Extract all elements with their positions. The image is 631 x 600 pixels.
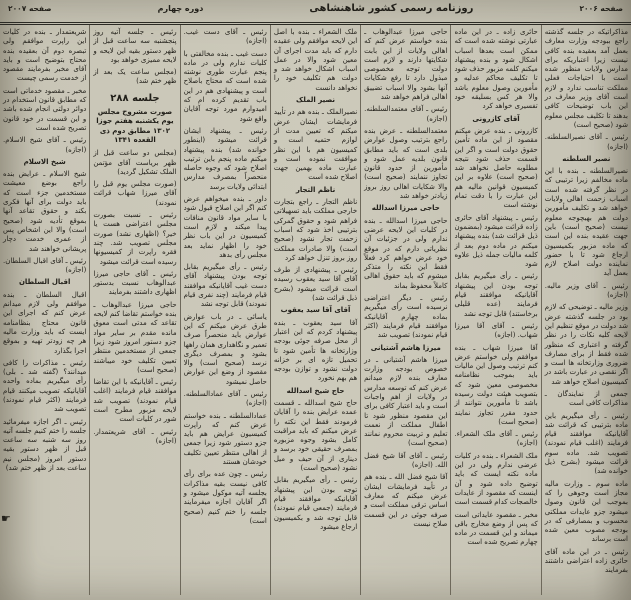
paragraph: رئیس ـ آقای عمادالسلطنه. (اجازه) <box>183 389 267 408</box>
paragraph: رئیس ـ رأی میگیریم بقابل توجه بودن این پیشنهاد آقایانیکه موافقند قیام فرمایند (جمعی قیام نمودند) قابل توجه شد و بکمیسیون ارجاع میشود <box>273 476 358 531</box>
text-column-2 <box>450 25 540 595</box>
paragraph: حاجی میرزا عبدالوهاب ـ بنده خواستم تقاضا کنم لایحه تقاعد که مدتی است معوق مانده مقدم بر سایر مواد جزو دستور امروز شود زیرا جمعی از مستخدمین منتظر تعیین تکلیف خود میباشند (صحیح است) <box>93 300 177 374</box>
text-column-6 <box>89 25 179 595</box>
paragraph: دست غیب ـ بنده مخالفتی با کلیات ندارم ولی در ماده پنجم عبارت طوری نوشته شده است که محتاج باصلاح است و پیشنهادی هم در این باب تقدیم کرده ام که امیدوارم مورد توجه آقایان واقع شود <box>183 49 267 123</box>
paragraph: (مجلس دو ساعت قبل از ظهر بریاست آقای مؤتمن الملک تشکیل گردید) <box>93 149 177 176</box>
paragraph: مخبر ـ مقصود خدماتی است که مطابق قانون استخدام در دوائر دولتی انجام شده باشد و این قسمت در خود قانون تصریح شده است <box>3 86 87 132</box>
paragraph: آقا میرزا شهاب ـ بنده موافقم ولی خواستم عرض کنم ترتیب وصول این مالیات باید بموجب نظامنامه مخصوصی معین شود که بتصویب هیئت دولت رسیده باشد تا مأمورین نتوانند از حدود مقرر تجاوز نمایند (صحیح است) <box>454 343 538 426</box>
speaker-name: ناظم التجار <box>295 185 336 194</box>
speaker-name: اقبال السلطان <box>18 278 71 287</box>
paragraph: میرزا هاشم آشتیانی ـ در خصوص بودجه وزارت معارف بنده لازم میدانم عرض کنم که توسعه مدارس در ولایات از اهم واجبات است و باید اعتبار کافی برای این مقصود منظور شود تا اطفال مملکت از نعمت تعلیم و تربیت محروم نمانند (صحیح است) <box>364 355 448 448</box>
paragraph: مذاکراتیکه در جلسه گذشته راجع ببودجه وزارت معارف بعمل آمد بعقیده بنده کافی نیست زیرا اعتباریکه برای مدارس ولایات منظور شده است با احتیاجات فعلی مملکت تناسب ندارد و لازم است آقای وزیر معارف در این باب توضیحات کافی بدهند تا تکلیف مجلس معلوم شود (صحیح است) <box>544 28 628 129</box>
paragraph: رئیس ـ پیشنهاد آقای حائری زاده قرائت میشود (بمضمون ذیل قرائت شد) بنده پیشنهاد میکنم در ماده دوم بعد از کلمه مالیات جمله ذیل علاوه شود <box>454 213 538 269</box>
text-column-3 <box>360 25 450 595</box>
paragraph: رئیس ـ آقای حاجی میرزا عبدالوهاب نسبت بدستور اظهاری داشتند بفرمایند <box>93 269 177 297</box>
page-number-right: صفحه ۲۰۰۶ <box>579 4 623 13</box>
paragraph: مخبر ـ مقصود عایداتی است که پس از وضع مخارج باقی میماند و این قسمت در ماده چهارم تصریح شده است <box>454 510 538 547</box>
paragraph: آقا شیخ فضل الله ـ بنده هم در تأیید فرمایشات ایشان عرض میکنم که معارف اساس ترقی مملکت است و صرفه جوئی در این قسمت صلاح نیست <box>364 473 448 528</box>
paragraph: رئیس ـ دیگر اعتراضی نرسیده است رأی میگیریم بماده چهارم آقایانیکه موافقند قیام فرمایند (اکثر قیام نمودند) تصویب شد <box>364 294 448 340</box>
speaker-name: حاجی میرزا اسدالله <box>371 204 440 213</box>
paragraph: رئیس ـ آقای شریعتمدار. (اجازه) <box>93 427 177 445</box>
paragraph: رئیس ـ رأی میگیریم باین ماده بترتیبی که قرائت شد آقایانیکه موافقند قیام فرمایند (اغلب قیام نمودند) تصویب شد. ماده سوم قرائت میشود (بشرح ذیل خوانده شد) <box>544 411 628 476</box>
paragraph: جمعی از نمایندگان ـ مذاکرات کافی است <box>544 389 628 408</box>
paragraph: رئیس ـ چون عده برای رأی کافی نیست بقیه مذاکرات بجلسه آتیه موکول میشود و اگر آقایان اجازه میفرمایند جلسه را ختم کنیم (صحیح است) <box>183 470 267 525</box>
pointing-hand-icon: ☛ <box>1 512 11 525</box>
paragraph: وزیر مالیه ـ توضیحی که لازم بود در جلسه گذشته عرض شد دولت در موقع تنظیم این لایحه کلیه نکات را در نظر گرفته و اعتباری که منظور شده فقط از برای مصارف ضروری وزارتخانه ها است و اگر نقصی در عبارت باشد در کمیسیون اصلاح خواهد شد <box>544 303 628 386</box>
paragraph: رئیس ـ آقای نصیرالسلطنه. (اجازه) <box>544 133 628 151</box>
paragraph: رئیس ـ آقای آقا شیخ فضل الله. (اجازه) <box>364 451 448 470</box>
paragraph: نصیرالملک ـ بنده هم در تأیید فرمایشات ایشان عرض میکنم که تعیین مدت از لوازم حتمیه است و کمیسیون هم با این نظر موافقت نموده است و عبارت ماده بهمین جهت اصلاح شده است <box>273 108 358 182</box>
paragraph: رئیس ـ آقای اقبال السلطان. (اجازه) <box>3 256 87 275</box>
text-columns <box>0 25 631 595</box>
paragraph: رئیس ـ رأی میگیریم بقابل توجه بودن این پیشنهاد آقایانیکه موافقند قیام فرمایند (عده قلیلی برخاستند) قابل توجه نشد <box>454 272 538 318</box>
paragraph: رئیس ـ پیشنهاد ایشان قرائت میشود (اینطور خوانده شد) بنده پیشنهاد میکنم ماده پنجم باین ترتیب اصلاح شود که وجوه حاصله منحصراً بمصرف مدارس ابتدائی ولایات برسد <box>183 126 267 191</box>
paragraph: عمادالسلطنه ـ بنده خواستم عرض کنم که راپرت کمیسیون عرایض هم باید جزو دستور شود زیرا جمعی از اهالی منتظر تعیین تکلیف خودشان هستند <box>183 411 267 467</box>
paragraph: (مجلس ساعت یک بعد از ظهر ختم شد) <box>93 68 177 86</box>
text-column-4 <box>270 25 360 595</box>
paragraph: اقبال السلطان ـ بنده موافقم ولی لازم میدانم عرض کنم که اجرای این قانون محتاج بنظامنامه ایست که باید وزارت مالیه هر چه زودتر تهیه و بموقع اجرا بگذارد <box>3 290 87 355</box>
paragraph: ملک الشعراء ـ بنده با اصل این لایحه موافقم ولی عقیده دارم که باید مدت اجرای آن معین شود والا در عمل اسباب اشکال خواهد شد و دولت هم تکلیف خود را نخواهد دانست <box>273 28 358 92</box>
paragraph: ملک الشعراء ـ بنده در کلیات عرضی ندارم ولی در این ماده نکته ایست که باید توضیح داده شود و آن اینست که مقصود از عایدات خالصجات کدام قسمت است <box>454 451 538 507</box>
session-date: صورت مشروح مجلس یوم یکشنبه هفتم جوزا ۱۳۰۲ مطابق دوم ذی القعده ۱۳۴۱ <box>96 108 174 144</box>
paragraph: رئیس ـ آقای آقا میرزا شهاب. (اجازه) <box>454 321 538 340</box>
paragraph: رئیس ـ آقای شیخ الاسلام. (اجازه) <box>3 136 87 154</box>
speaker-name: میرزا هاشم آشتیانی <box>370 343 441 352</box>
paragraph: رئیس ـ جلسه آتیه روز پنجشنبه سه ساعت قبل از ظهر دستور بقیه این لایحه و لایحه ممیزی خواهد بود <box>93 28 177 64</box>
paragraph: رئیس ـ نسبت بصورت مجلس اعتراضی هست یا خیر؟ (اظهاری نشد) صورت مجلس تصویب شد. چند فقره راپرت از کمیسیونها رسیده است قرائت میشود <box>93 211 177 266</box>
speaker-name: آقای آقا سید یعقوب <box>280 306 351 315</box>
paragraph: معتمدالسلطنه ـ عرض بنده راجع بترتیب وصول عوارض بلدی است که باید مطابق قانون بلدیه عمل شود و مأمورین از حدود قانون تجاوز ننمایند (صحیح است) والا شکایات اهالی روز بروز زیادتر خواهد شد <box>364 126 448 201</box>
speaker-name: شیخ الاسلام <box>23 157 66 166</box>
text-column-1 <box>541 25 631 595</box>
paragraph: داور ـ بنده میخواهم عرض کنم اگر این اصلاح قبول شود با سایر مواد قانون منافات پیدا میکند و لازم است کمیسیون در این باب نظر خود را اظهار نماید بعد مجلس رأی بدهد <box>183 195 267 259</box>
paragraph: رئیس ـ رأی میگیریم بقابل توجه بودن پیشنهاد آقای دست غیب آقایانیکه موافقند قیام فرمایند (چند نفری قیام نمودند) قابل توجه نشد <box>183 263 267 309</box>
paragraph: رئیس ـ اگر اجازه میفرمائید جلسه را ختم کنیم جلسه آتیه روز سه شنبه سه ساعت قبل از ظهر دستور بقیه دستور امروز (مجلس نیم ساعت بعد از ظهر ختم شد) <box>3 417 87 473</box>
paragraph: ناظم التجار ـ راجع بتجارت خارجی مملکت باید تسهیلاتی فراهم شود و حقوق گمرکی بترتیبی اخذ شود که اسباب زحمت تجار نشود (صحیح است) والا صادرات مملکت روز بروز تنزل خواهد کرد <box>273 198 358 262</box>
speaker-name: نصیر السلطنه <box>562 154 611 163</box>
paragraph: رئیس ـ آقایانیکه با این تقاضا موافقند قیام فرمایند (اغلب قیام نمودند) تصویب شد لایحه مزبور مطرح است شور در کلیات است <box>93 378 177 424</box>
paragraph: حاج شیخ اسدالله ـ قسمت عمده عرایض بنده را آقایان فرمودند فقط این نکته را عرض میکنم که باید مراقبت کامل بشود وجوه مزبوره بمصرف حقیقی خود برسد و دیناری از آن حیف و میل نشود (صحیح است) <box>273 398 358 473</box>
paragraph: نصیرالسلطنه ـ بنده با این ماده مخالفم زیرا ترتیبی که در نظر گرفته شده است اسباب زحمت اهالی ولایات خواهد شد و تکلیف مأمورین دولت هم بهیچوجه معلوم نیست (صحیح است) باین جهت عقیده بنده این است که ماده مزبور بکمیسیون ارجاع شود تا با حضور نماینده دولت اصلاح لازم بعمل آید <box>544 167 628 278</box>
paragraph: حاجی میرزا اسدالله ـ بنده در کلیات این لایحه عرضی ندارم ولی در جزئیات آن نظریاتی دارم که در موقع خود عرض خواهم کرد فعلاً فقط این نکته را متذکر میشوم که باید حقوق اهالی کاملاً محفوظ بماند <box>364 216 448 290</box>
page-number-left: صفحه ۲۰۰۷ <box>8 4 52 13</box>
paragraph: آقا سید یعقوب ـ بنده پیشنهاد کردم که این اعتبار از محل صرفه جوئی بودجه وزارتخانه ها تأمین شود تا تحمیل تازه ای بر خزانه دولت نشود و توازن بودجه هم بهم نخورد <box>273 318 358 383</box>
session-heading: جلسه ۲۸۸ <box>110 92 160 104</box>
paragraph: حائری زاده ـ در این ماده عبارتی نوشته شده است که ممکن است بعدها اسباب اشکال شود و بنده پیشنهاد میکنم کلمه مزبور حذف شود تا تکلیف محاکم عدلیه و مأمورین وصول معلوم باشد والا هر کس بسلیقه خود تفسیری خواهد کرد <box>454 28 538 111</box>
paragraph: ماده سوم ـ وزارت مالیه مجاز است وجوهی را که بموجب این قانون وصول میشود جزو عایدات مملکتی محسوب و بمصارفی که در بودجه مصوب معین شده است برساند <box>544 479 628 544</box>
paragraph: شریعتمدار ـ بنده در کلیات این راپرت موافقم ولی تبصره دوم آن بعقیده بنده محتاج بتوضیح است و باید آقای مخبر بفرمایند مقصود از خدمت رسمی چیست <box>3 28 87 83</box>
paragraph: کازرونی ـ بنده عرض میکنم مقصود از این ماده تأمین حقوق دولت است و اگر این قسمت حذف شود نتیجه مطلوبه حاصل نخواهد شد (صحیح است) علاوه بر این کمیسیون قوانین مالیه هم این عبارت را با دقت تمام نوشته است <box>454 126 538 210</box>
paragraph: رئیس ـ مذاکرات را کافی میدانند؟ (گفته شد ـ بلی) رأی میگیریم بماده واحده آقایانیکه تصویب میکنند قیام فرمایند (اکثر قیام نمودند) تصویب شد <box>3 358 87 414</box>
paragraph: حاجی میرزا عبدالوهاب ـ بنده خواستم عرض کنم که اهالی ولایات از این بابت شکایتها دارند و لازم است دولت توجه مخصوصی مبذول دارد تا رفع شکایات آنها بشود والا اسباب تضییق اهالی فراهم خواهد شد <box>364 28 448 102</box>
paragraph: رئیس ـ آقای دست غیب. (اجازه) <box>183 28 267 46</box>
paragraph: رئیس ـ آقای ملک الشعراء. (اجازه) <box>454 430 538 448</box>
paragraph: رئیس ـ در این ماده آقای حائری زاده اعتراضی داشتند بفرمایند <box>544 547 628 575</box>
speaker-name: نصیر الملک <box>296 96 335 105</box>
speaker-name: آقای کازرونی <box>472 114 520 123</box>
paragraph: شیخ الاسلام ـ عرایض بنده راجع بوضع معیشت مستخدمین جزء است که باید دولت برای آنها فکری بکند و حقوق تقاعد آنها بموقع تأدیه شود (صحیح است) والا این اشخاص پس از عمری خدمت دچار پریشانی خواهند شد <box>3 170 87 253</box>
paragraph: رئیس ـ پیشنهادی از طرف آقای آقا سید یعقوب رسیده است قرائت میشود (بشرح ذیل قرائت شد) <box>273 266 358 303</box>
gazette-title: روزنامه رسمی کشور شاهنشاهی <box>309 3 474 14</box>
page-header <box>0 0 631 25</box>
paragraph: (صورت مجلس یوم قبل را آقای میرزا شهاب قرائت نمودند) <box>93 180 177 207</box>
text-column-7 <box>0 25 89 595</box>
text-column-5 <box>180 25 270 595</box>
speaker-name: حاج شیخ اسدالله <box>286 386 345 395</box>
paragraph: رئیس ـ آقای معتمدالسلطنه. (اجازه) <box>364 105 448 123</box>
issue-period: دوره چهارم <box>157 4 204 13</box>
paragraph: رئیس ـ آقای وزیر مالیه. (اجازه) <box>544 281 628 300</box>
paragraph: یاسائی ـ در باب عوارض طرق عرض میکنم که این عوارض باید منحصراً صرف تعمیر و نگاهداری همان راهها بشود و بمصرف دیگری نرسد (صحیح است) والا مقصود از وضع این عوارض حاصل نمیشود <box>183 312 267 386</box>
